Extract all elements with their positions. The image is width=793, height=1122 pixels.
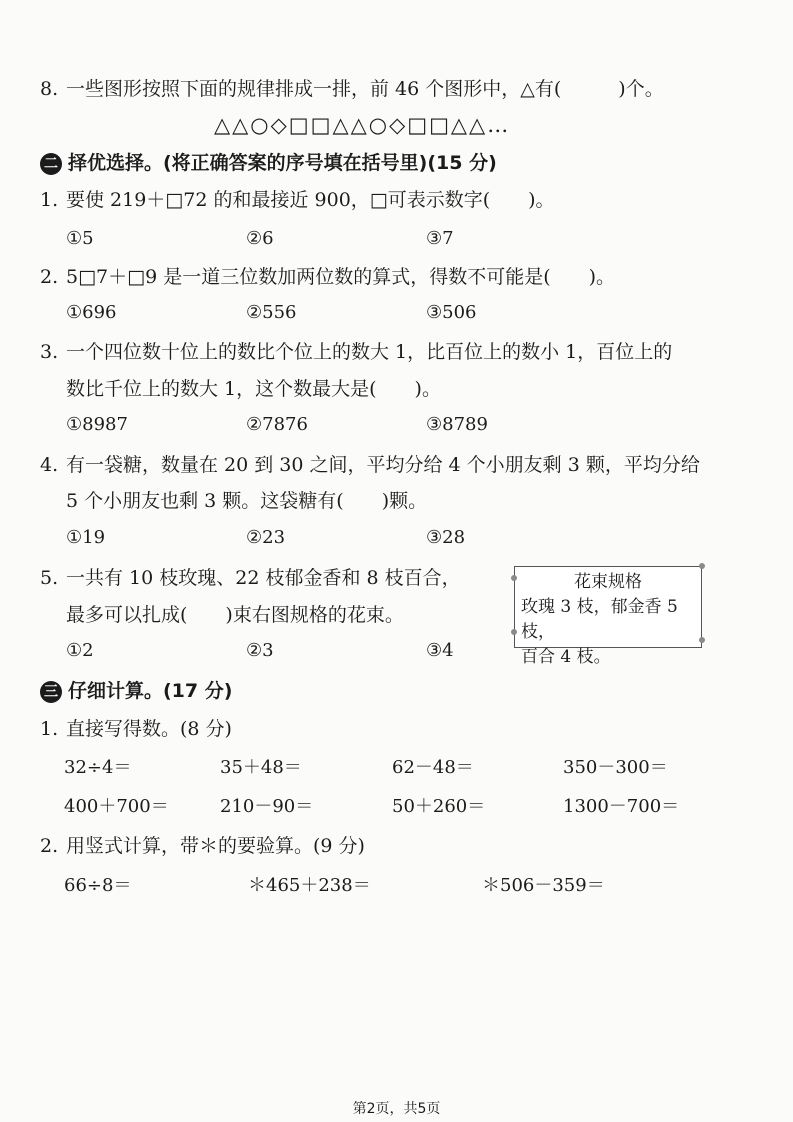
q8-number: 8.	[40, 78, 59, 100]
s2-q1-option-1[interactable]: ①5	[66, 228, 94, 249]
s2-q4-line1	[40, 453, 700, 477]
s3-part2-number: 2.	[40, 835, 59, 857]
s2-q2-text: 5□7＋□9 是一道三位数加两位数的算式，得数不可能是( )。	[66, 266, 616, 288]
s2-q1-text: 要使 219＋□72 的和最接近 900，□可表示数字( )。	[66, 189, 555, 211]
calc-item: 210－90＝	[220, 796, 314, 817]
s2-q5-line1	[40, 566, 461, 590]
section3-badge: 三	[40, 681, 62, 703]
s2-q4-option-3[interactable]: ③28	[426, 527, 466, 548]
s2-q5-option-2[interactable]: ②3	[246, 640, 274, 661]
s3-part1-number: 1.	[40, 718, 59, 740]
s2-q1-line1	[40, 188, 555, 212]
vertical-calc-item: ＊465＋238＝	[248, 875, 371, 896]
calc-item: 35＋48＝	[220, 757, 302, 778]
s2-q1-option-3[interactable]: ③7	[426, 228, 454, 249]
s2-q2-line1	[40, 265, 615, 289]
section2-title: 择优选择。(将正确答案的序号填在括号里)(15 分)	[68, 152, 497, 174]
s2-q2-option-1[interactable]: ①696	[66, 302, 117, 323]
bouquet-spec-line1: 玫瑰 3 枝，郁金香 5 枝，	[521, 597, 678, 642]
s2-q3-option-1[interactable]: ①8987	[66, 414, 128, 435]
box-pin-bottom-left	[511, 629, 517, 635]
s3-part1-title: 直接写得数。(8 分)	[66, 718, 232, 740]
s2-q5-number: 5.	[40, 567, 59, 589]
q8-shape-sequence: △△○◇□□△△○◇□□△△…	[214, 113, 511, 137]
bouquet-spec-title: 花束规格	[574, 572, 642, 592]
box-pin-top-left	[511, 575, 517, 581]
s2-q3-option-2[interactable]: ②7876	[246, 414, 308, 435]
s2-q4-number: 4.	[40, 454, 59, 476]
calc-item: 62－48＝	[392, 757, 474, 778]
calc-item: 32÷4＝	[64, 757, 132, 778]
section2-badge: 二	[40, 153, 62, 175]
s2-q4-option-1[interactable]: ①19	[66, 527, 106, 548]
bouquet-spec-line2: 百合 4 枝。	[521, 647, 611, 667]
section2-header	[40, 150, 497, 176]
page-footer: 第2页，共5页	[352, 1101, 441, 1117]
box-pin-bottom-right	[699, 637, 705, 643]
calc-item: 50＋260＝	[392, 796, 486, 817]
s2-q3-line2: 数比千位上的数大 1，这个数最大是( )。	[66, 378, 441, 400]
s2-q5-option-1[interactable]: ①2	[66, 640, 94, 661]
s2-q1-option-2[interactable]: ②6	[246, 228, 274, 249]
vertical-calc-item: 66÷8＝	[64, 875, 132, 896]
s2-q2-option-3[interactable]: ③506	[426, 302, 477, 323]
vertical-calc-item: ＊506－359＝	[482, 875, 605, 896]
q8-text: 一些图形按照下面的规律排成一排，前 46 个图形中，△有( )个。	[66, 78, 664, 100]
section3-title: 仔细计算。(17 分)	[68, 680, 233, 702]
box-pin-top-right	[699, 563, 705, 569]
s2-q2-number: 2.	[40, 266, 59, 288]
s2-q4-text-1: 有一袋糖，数量在 20 到 30 之间，平均分给 4 个小朋友剩 3 颗，平均分给	[66, 454, 700, 476]
s2-q3-text-1: 一个四位数十位上的数比个位上的数大 1，比百位上的数小 1，百位上的	[66, 341, 673, 363]
s2-q3-line1	[40, 340, 672, 364]
s3-part2-heading	[40, 834, 365, 858]
calc-item: 350－300＝	[563, 757, 668, 778]
s2-q3-number: 3.	[40, 341, 59, 363]
s2-q4-line2: 5 个小朋友也剩 3 颗。这袋糖有( )颗。	[66, 490, 428, 512]
s2-q3-option-3[interactable]: ③8789	[426, 414, 488, 435]
s3-part2-title: 用竖式计算，带＊的要验算。(9 分)	[66, 835, 365, 857]
s2-q5-text-1: 一共有 10 枝玫瑰、22 枝郁金香和 8 枝百合，	[66, 567, 461, 589]
calc-item: 400＋700＝	[64, 796, 169, 817]
s2-q5-line2: 最多可以扎成( )束右图规格的花束。	[66, 604, 404, 626]
s2-q1-number: 1.	[40, 189, 59, 211]
s2-q4-option-2[interactable]: ②23	[246, 527, 286, 548]
s2-q5-option-3[interactable]: ③4	[426, 640, 454, 661]
s3-part1-heading	[40, 717, 232, 741]
section3-header	[40, 678, 232, 704]
bouquet-spec-box	[514, 566, 702, 667]
q8-line	[40, 77, 664, 101]
s2-q2-option-2[interactable]: ②556	[246, 302, 297, 323]
calc-item: 1300－700＝	[563, 796, 680, 817]
